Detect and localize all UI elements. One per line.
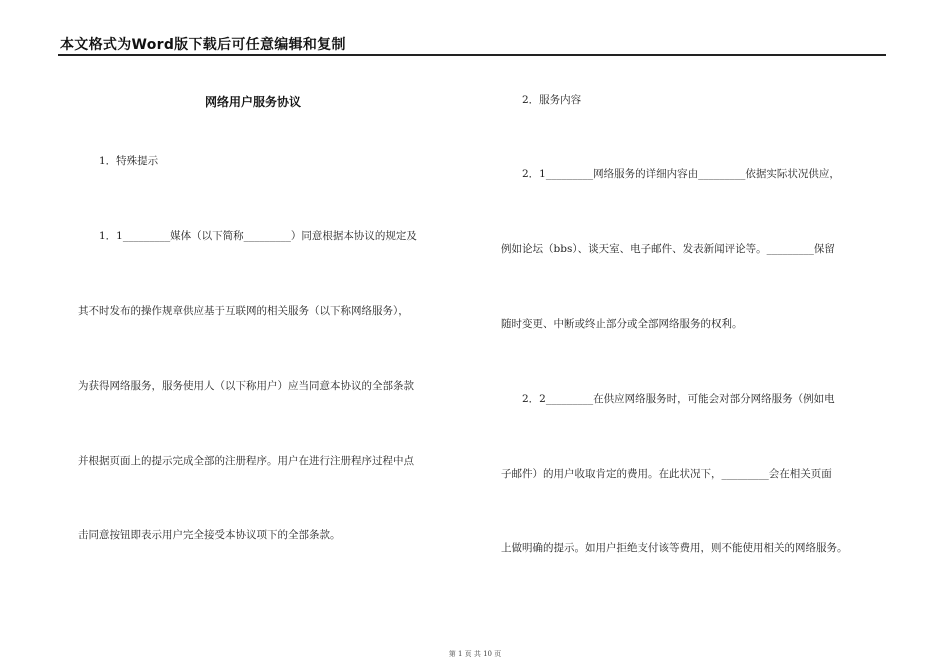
paragraph-line: 其不时发布的操作规章供应基于互联网的相关服务（以下称网络服务）， (78, 305, 409, 317)
page-number: 第 1 页 共 10 页 (448, 650, 502, 658)
document-header: 本文格式为Word版下载后可任意编辑和复制 (60, 37, 346, 53)
paragraph-line: 2．2_________在供应网络服务时，可能会对部分网络服务（例如电 (522, 393, 835, 405)
paragraph-line: 子邮件）的用户收取肯定的费用。在此状况下，_________会在相关页面 (501, 468, 832, 480)
header-divider (58, 54, 886, 56)
paragraph-line: 例如论坛（bbs）、谈天室、电子邮件、发表新闻评论等。_________保留 (501, 243, 835, 255)
section-heading-special-notice: 1．特殊提示 (99, 155, 159, 167)
paragraph-line: 随时变更、中断或终止部分或全部网络服务的权利。 (501, 318, 743, 330)
paragraph-line: 上做明确的提示。如用户拒绝支付该等费用，则不能使用相关的网络服务。 (501, 542, 848, 554)
section-heading-service-content: 2．服务内容 (522, 94, 582, 106)
paragraph-line: 击同意按钮即表示用户完全接受本协议项下的全部条款。 (78, 529, 341, 541)
paragraph-line: 并根据页面上的提示完成全部的注册程序。用户在进行注册程序过程中点 (78, 455, 414, 467)
paragraph-line: 2．1_________网络服务的详细内容由_________依据实际状况供应， (522, 168, 840, 180)
paragraph-line: 为获得网络服务，服务使用人（以下称用户）应当同意本协议的全部条款 (78, 380, 414, 392)
paragraph-line: 1．1_________媒体（以下简称_________）同意根据本协议的规定及 (99, 230, 417, 242)
document-title: 网络用户服务协议 (205, 95, 302, 109)
